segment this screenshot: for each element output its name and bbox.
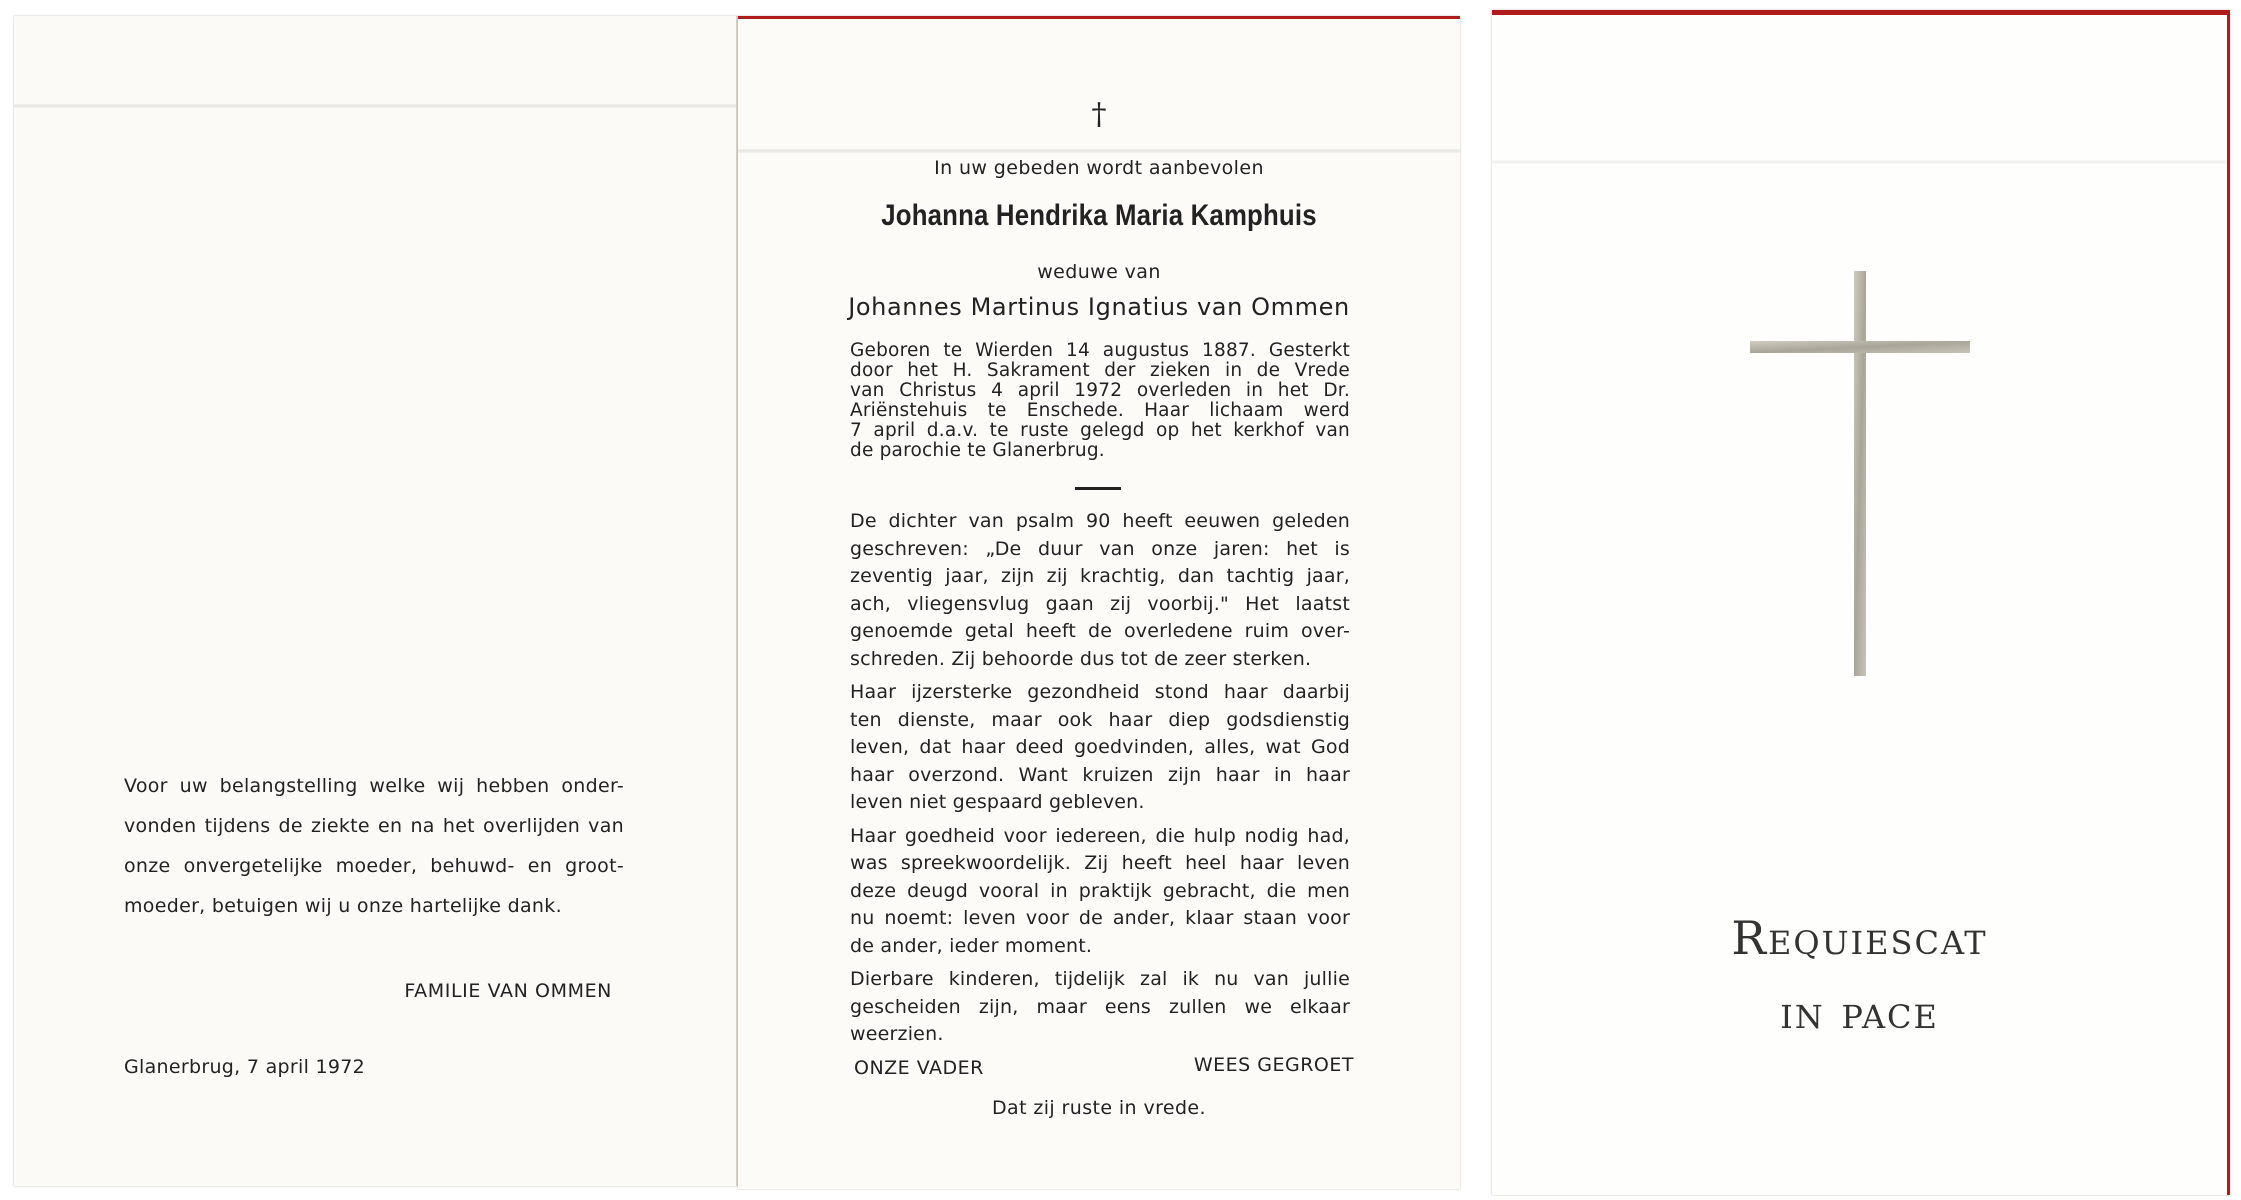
text-line: schreden. Zij behoorde dus tot de zeer sterken. (850, 647, 1312, 670)
thanks-line: onze onvergetelijke moeder, behuwd- en groot- (124, 855, 624, 877)
in-pace-text: in pace (1780, 985, 1939, 1039)
left-panel (14, 16, 738, 1186)
widow-of: weduwe van (1037, 261, 1161, 283)
text-line: ach, vliegensvlug gaan zij voorbij." Het laatst (850, 592, 1350, 615)
thanks-line: moeder, betuigen wij u onze hartelijke dank. (124, 895, 562, 917)
birth-death-details (850, 341, 1350, 461)
silver-cross-icon (1750, 271, 1970, 676)
text-line: geschreven: „De duur van onze jaren: het is (850, 537, 1350, 560)
text-line: nu noemt: leven voor de ander, klaar staan voor (850, 907, 1350, 929)
cover-panel (1492, 10, 2230, 1195)
text-line: Haar ijzersterke gezondheid stond haar daarbij (850, 681, 1350, 703)
text-line: zeventig jaar, zijn zij krachtig, dan tachtig jaar, (850, 565, 1350, 587)
prayer-our-father: ONZE VADER (854, 1057, 984, 1079)
paragraph (850, 823, 1350, 961)
text-line: Dierbare kinderen, tijdelijk zal ik nu van jullie (850, 968, 1350, 990)
family-signature: FAMILIE VAN OMMEN (404, 980, 612, 1002)
divider-rule (1075, 487, 1121, 490)
place-date: Glanerbrug, 7 april 1972 (124, 1056, 366, 1078)
paragraph (850, 966, 1350, 1049)
text-line: De dichter van psalm 90 heeft eeuwen geleden (850, 510, 1350, 532)
text-line: haar overzond. Want kruizen zijn haar in haar (850, 763, 1350, 786)
paper-crease (1492, 160, 2227, 164)
requiescat-text: Requiescat (1731, 911, 1988, 965)
details-line: Geboren te Wierden 14 augustus 1887. Gesterkt (850, 340, 1350, 361)
rest-in-peace-line: Dat zij ruste in vrede. (992, 1097, 1206, 1119)
thanks-text (124, 766, 624, 926)
details-line: 7 april d.a.v. te ruste gelegd op het kerkhof van (850, 420, 1350, 441)
details-line: Ariënstehuis te Enschede. Haar lichaam werd (850, 400, 1350, 421)
husband-name: Johannes Martinus Ignatius van Ommen (848, 293, 1350, 321)
memorial-text (850, 508, 1350, 1055)
dagger-cross-icon: † (1091, 97, 1107, 132)
text-line: weerzien. (850, 1023, 944, 1045)
text-line: was spreekwoordelijk. Zij heeft heel haar leven (850, 852, 1350, 874)
thanks-line: vonden tijdens de ziekte en na het overlijden van (124, 815, 624, 837)
deceased-name: Johanna Hendrika Maria Kamphuis (881, 199, 1317, 232)
paper-crease (738, 149, 1460, 153)
details-line: van Christus 4 april 1972 overleden in het Dr. (850, 380, 1350, 401)
recommend-line: In uw gebeden wordt aanbevolen (934, 157, 1264, 179)
text-line: leven, dat haar deed goedvinden, alles, wat God (850, 736, 1350, 758)
paragraph (850, 679, 1350, 817)
text-line: ten dienste, maar ook haar diep godsdienstig (850, 708, 1350, 731)
text-line: genoemde getal heeft de overledene ruim over- (850, 620, 1350, 642)
details-line: de parochie te Glanerbrug. (850, 440, 1105, 461)
text-line: de ander, ieder moment. (850, 934, 1093, 957)
thanks-line: Voor uw belangstelling welke wij hebben onder- (124, 775, 624, 797)
text-line: Haar goedheid voor iedereen, die hulp nodig had, (850, 824, 1350, 847)
prayer-hail-mary: WEES GEGROET (1193, 1054, 1354, 1076)
details-line: door het H. Sakrament der zieken in de Vrede (850, 360, 1350, 381)
middle-panel (738, 16, 1460, 1189)
paragraph (850, 508, 1350, 673)
text-line: deze deugd vooral in praktijk gebracht, die men (850, 879, 1350, 902)
text-line: gescheiden zijn, maar eens zullen we elkaar (850, 995, 1350, 1018)
text-line: leven niet gespaard gebleven. (850, 791, 1145, 813)
paper-crease (14, 104, 736, 108)
